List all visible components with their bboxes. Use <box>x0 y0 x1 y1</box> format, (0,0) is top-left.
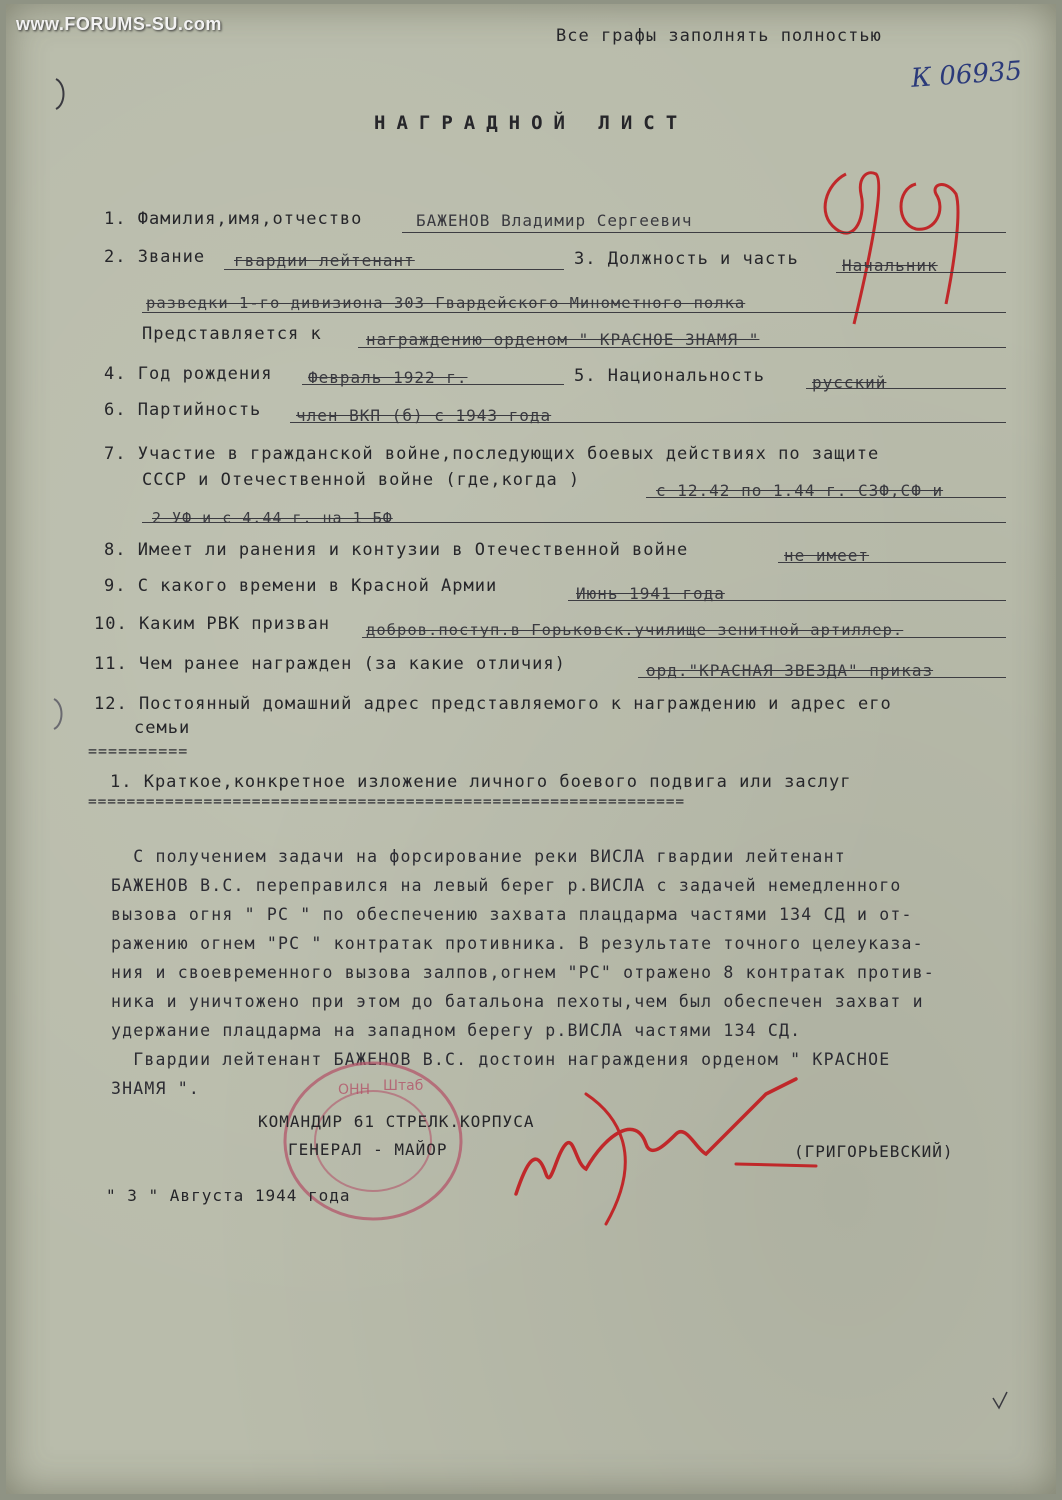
header-note: Все графы заполнять полностью <box>556 26 882 46</box>
present-value: награждению орденом " КРАСНОЕ ЗНАМЯ " <box>366 330 760 349</box>
checkmark-icon <box>990 1390 1010 1412</box>
field-2-label: 2. Звание <box>104 247 206 267</box>
page-title: НАГРАДНОЙ ЛИСТ <box>374 112 689 134</box>
field-7-label-2: СССР и Отечественной войне (где,когда ) <box>142 470 581 490</box>
field-12-label-2: семьи <box>134 718 191 738</box>
section-heading: 1. Краткое,конкретное изложение личного боевого подвига или заслуг <box>110 772 852 792</box>
punch-hole-icon <box>46 74 76 114</box>
field-6-label: 6. Партийность <box>104 400 262 420</box>
field-10-underline <box>362 637 1006 638</box>
signature-date: " 3 " Августа 1944 года <box>106 1186 351 1205</box>
field-6-value: член ВКП (б) с 1943 года <box>296 406 552 425</box>
rank-line: ГЕНЕРАЛ - МАЙОР <box>288 1140 448 1159</box>
field-5-underline <box>806 388 1006 389</box>
field-2-value: гвардии лейтенант <box>234 251 415 270</box>
field-5-label: 5. Национальность <box>574 366 765 386</box>
punch-hole-icon <box>44 694 74 734</box>
field-8-label: 8. Имеет ли ранения и контузии в Отечественной войне <box>104 540 689 560</box>
field-7-value-1: с 12.42 по 1.44 г. СЗФ,СФ и <box>656 481 944 500</box>
field-3-value-cont: разведки 1-го дивизиона 303 Гвардейского Минометного полка <box>146 294 746 312</box>
field-8-value: не имеет <box>784 546 870 565</box>
field-7-underline-1 <box>646 497 1006 498</box>
field-7-underline-2 <box>142 522 1006 523</box>
field-3-underline-2 <box>142 312 1006 313</box>
field-11-label: 11. Чем ранее награжден (за какие отличия) <box>94 654 566 674</box>
short-separator: ========== <box>88 742 189 760</box>
present-underline <box>358 347 1006 348</box>
field-3-value: Начальник <box>842 256 938 275</box>
field-11-value: орд."КРАСНАЯ ЗВЕЗДА" приказ <box>646 661 934 680</box>
feat-description: С получением задачи на форсирование реки ВИСЛА гвардии лейтенант БАЖЕНОВ В.С. переправился на левый берег р.ВИСЛА с задачей немедленного вызова огня " РС " по обеспечению захвата плацдарма частями 134 СД и от- ражению огнем "РС " контратак противника. В результате точного целеуказа- ния и своевременного вызова залпов,огнем "РС" отражено 8 контратак против- ника и уничтожено при этом до батальона пехоты,чем был обеспечен захват и удержание плацдарма на западном берегу р.ВИСЛА частями 134 СД. Гвардии лейтенант БАЖЕНОВ В.С. достоин награждения орденом " КРАСНОЕ ЗНАМЯ ". <box>111 847 935 1098</box>
field-7-label-1: 7. Участие в гражданской войне,последующих боевых действиях по защите <box>104 444 880 464</box>
commander-line: КОМАНДИР 61 СТРЕЛК.КОРПУСА <box>258 1112 535 1131</box>
field-4-underline <box>302 384 564 385</box>
present-label: Представляется к <box>142 324 322 344</box>
forum-watermark: www.FORUMS-SU.com <box>16 14 222 34</box>
field-1-underline <box>402 232 1006 233</box>
stamp-ring-text: ОНН <box>338 1082 371 1098</box>
field-3-underline <box>836 272 1006 273</box>
field-9-value: Июнь 1941 года <box>576 584 725 603</box>
field-8-underline <box>778 562 1006 563</box>
registration-number: К 06935 <box>910 56 1024 94</box>
field-10-label: 10. Каким РВК призван <box>94 614 330 634</box>
field-4-label: 4. Год рождения <box>104 364 273 384</box>
field-1-value: БАЖЕНОВ Владимир Сергеевич <box>416 211 693 230</box>
field-6-underline <box>290 422 1006 423</box>
field-3-label: 3. Должность и часть <box>574 249 799 269</box>
long-separator: ============================================================== <box>88 794 686 810</box>
field-10-value: добров.поступ.в Горьковск.училище зенитной артиллер. <box>366 621 904 639</box>
award-sheet-page <box>6 4 1056 1494</box>
field-7-value-2: 2 УФ и с 4.44 г. на 1 БФ <box>152 509 393 527</box>
field-9-underline <box>568 600 1006 601</box>
signature-icon <box>496 1074 836 1234</box>
field-12-label-1: 12. Постоянный домашний адрес представляемого к награждению и адрес его <box>94 694 892 714</box>
field-9-label: 9. С какого времени в Красной Армии <box>104 576 498 596</box>
field-1-label: 1. Фамилия,имя,отчество <box>104 209 363 229</box>
field-5-value: русский <box>812 373 887 392</box>
field-11-underline <box>638 677 1006 678</box>
commander-name: (ГРИГОРЬЕВСКИЙ) <box>794 1142 954 1161</box>
field-2-underline <box>224 269 564 270</box>
stamp-top-text: Штаб <box>383 1078 424 1094</box>
red-pencil-mark-icon <box>806 154 986 344</box>
field-4-value: Февраль 1922 г. <box>308 368 468 387</box>
